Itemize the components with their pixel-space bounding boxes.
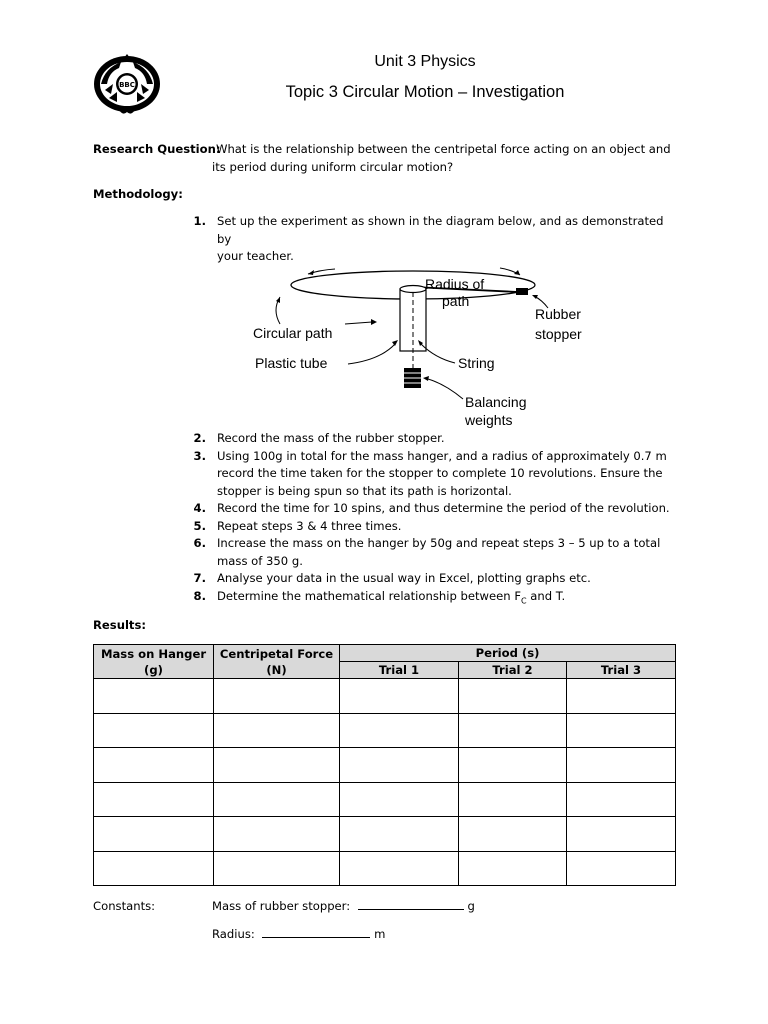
method-step [190,535,680,570]
rubber-label-2: stopper [535,326,582,342]
step-line: stopper is being spun so that its path is horizontal. [217,483,512,498]
experiment-diagram [250,262,595,432]
step-line: mass of 350 g. [217,553,303,568]
table-cell[interactable] [94,817,214,852]
table-row [94,817,676,852]
radius-label: Radius: [212,927,255,941]
header-trial1: Trial 1 [340,662,459,679]
table-cell[interactable] [459,713,567,748]
radius-label-2: path [442,293,470,309]
table-cell[interactable] [214,679,340,714]
table-cell[interactable] [340,782,459,817]
header-period: Period (s) [340,645,676,662]
table-row [94,748,676,783]
step-line: Increase the mass on the hanger by 50g and repeat steps 3 – 5 up to a total [217,536,661,550]
step-line: Set up the experiment as shown in the diagram below, and as demonstrated by [217,214,664,246]
table-cell[interactable] [214,748,340,783]
step-line: record the time taken for the stopper to complete 10 revolutions. Ensure the [217,466,663,480]
step-line: your teacher. [217,249,294,263]
header-trial3: Trial 3 [567,662,676,679]
table-cell[interactable] [340,713,459,748]
research-question-line-2: its period during uniform circular motion? [212,159,454,174]
step-number: 7. [193,571,206,585]
logo-lettering: BBC [119,81,135,89]
table-cell[interactable] [459,782,567,817]
radius-unit: m [374,927,386,941]
table-cell[interactable] [94,782,214,817]
table-row [94,679,676,714]
radius-label-1: Radius of [425,276,485,292]
radius-blank[interactable] [262,926,370,938]
method-steps-part1 [190,213,680,266]
step-number: 5. [193,518,206,533]
method-step [190,588,680,610]
research-question-label: Research Question: [93,142,221,156]
page-subtitle: Topic 3 Circular Motion – Investigation [285,83,565,101]
method-step [190,448,680,501]
page-title: Unit 3 Physics [374,53,476,70]
rubber-stopper-shape [516,288,528,295]
table-cell[interactable] [459,817,567,852]
method-steps-part2 [190,430,680,609]
table-cell[interactable] [94,679,214,714]
table-cell[interactable] [94,748,214,783]
table-cell[interactable] [567,679,676,714]
school-crest-logo [91,54,163,118]
table-cell[interactable] [340,679,459,714]
step-line: Analyse your data in the usual way in Excel, plotting graphs etc. [217,571,591,585]
stopper-mass-unit: g [467,899,475,913]
method-step [190,500,680,518]
table-cell[interactable] [340,748,459,783]
header-mass-line2: (g) [144,662,163,677]
step-line: Record the mass of the rubber stopper. [217,431,445,445]
table-cell[interactable] [214,817,340,852]
constants-label: Constants: [93,899,156,913]
step-line: Repeat steps 3 & 4 three times. [217,518,402,533]
table-cell[interactable] [214,782,340,817]
header-mass [94,645,214,679]
balancing-label-2: weights [465,412,513,428]
header-force-line2: (N) [266,662,287,677]
step-line: Record the time for 10 spins, and thus determine the period of the revolution. [217,501,670,515]
table-cell[interactable] [459,748,567,783]
table-cell[interactable] [340,851,459,886]
step-number: 1. [193,214,206,228]
research-question-line-1: What is the relationship between the centripetal force acting on an object and [216,142,671,156]
method-step [190,570,680,588]
step-text: Determine the mathematical relationship between F [217,588,521,603]
rubber-label-1: Rubber [535,306,581,322]
results-label: Results: [93,618,146,632]
stopper-mass-label: Mass of rubber stopper: [212,899,351,913]
step-line: Using 100g in total for the mass hanger, and a radius of approximately 0.7 m [217,448,667,463]
plastic-tube-label: Plastic tube [255,355,328,371]
table-cell[interactable] [567,748,676,783]
table-cell[interactable] [567,851,676,886]
table-cell[interactable] [459,679,567,714]
methodology-label: Methodology: [93,187,183,201]
method-step [190,213,680,266]
results-table [93,644,676,886]
table-cell[interactable] [459,851,567,886]
header-mass-line1: Mass on Hanger [100,646,207,661]
step-number: 4. [193,501,206,515]
step-number: 8. [193,588,206,603]
step-number: 3. [193,448,206,463]
stopper-mass-blank[interactable] [358,898,464,910]
radius-line-field [212,926,385,944]
table-cell[interactable] [94,713,214,748]
string-label: String [458,355,495,371]
header-force [214,645,340,679]
table-cell[interactable] [214,851,340,886]
step-text-end: and T. [526,588,566,603]
balancing-weights-shape [404,368,421,388]
table-cell[interactable] [94,851,214,886]
step-number: 2. [193,431,206,445]
header-force-line1: Centripetal Force [219,646,334,661]
subscript-c: C [521,595,527,605]
table-cell[interactable] [340,817,459,852]
balancing-label-1: Balancing [465,394,527,410]
step-number: 6. [193,536,206,550]
circular-path-label: Circular path [253,325,333,341]
table-row [94,851,676,886]
method-step [190,430,680,448]
header-trial2: Trial 2 [459,662,567,679]
table-row [94,713,676,748]
table-cell[interactable] [214,713,340,748]
method-step [190,518,680,536]
table-cell[interactable] [567,782,676,817]
table-cell[interactable] [567,817,676,852]
table-row [94,782,676,817]
stopper-mass-line [212,898,475,916]
table-cell[interactable] [567,713,676,748]
step-line [217,588,680,610]
